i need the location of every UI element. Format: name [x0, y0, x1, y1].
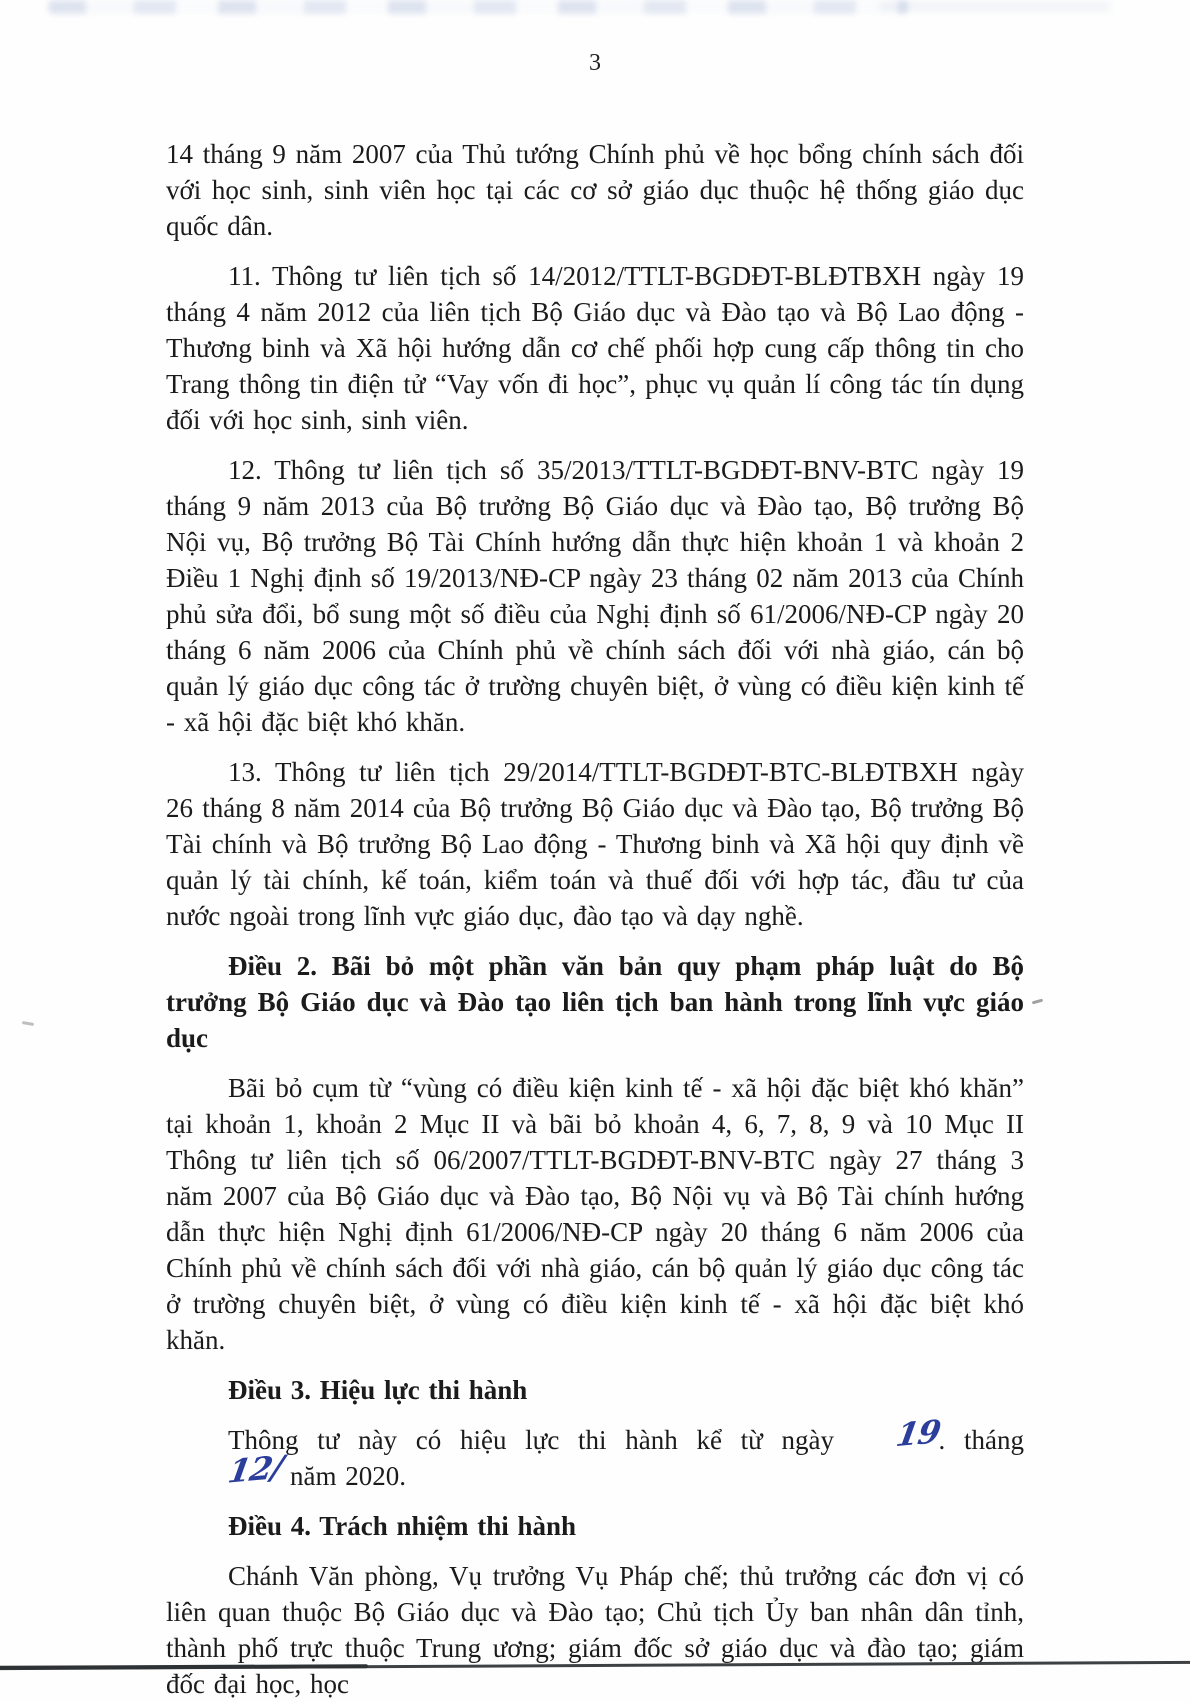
article-3-heading: Điều 3. Hiệu lực thi hành — [228, 1375, 528, 1405]
page-number: 3 — [589, 50, 601, 76]
effective-date-prefix: Thông tư này có hiệu lực thi hành kể từ ngày — [228, 1425, 834, 1455]
paragraph-article-4-body: Chánh Văn phòng, Vụ trưởng Vụ Pháp chế; thủ trưởng các đơn vị có liên quan thuộc Bộ Giáo dục và Đào tạo; Chủ tịch Ủy ban nhân dân tỉnh, thành phố trực thuộc Trung ương; giám đốc sở giáo dục và đào tạo; giám đốc đại học, học — [166, 1561, 1024, 1699]
paragraph-effective-date — [166, 1412, 1024, 1494]
paragraph-item-11: 11. Thông tư liên tịch số 14/2012/TTLT-BGDĐT-BLĐTBXH ngày 19 tháng 4 năm 2012 của liên tịch Bộ Giáo dục và Đào tạo và Bộ Lao động - Thương binh và Xã hội hướng dẫn cơ chế phối hợp cung cấp thông tin cho Trang thông tin điện tử “Vay vốn đi học”, phục vụ quản lí công tác tín dụng đối với học sinh, sinh viên. — [166, 261, 1024, 435]
right-margin-mark — [1032, 999, 1043, 1005]
left-margin-mark — [22, 1021, 34, 1026]
paragraph-article-2-body: Bãi bỏ cụm từ “vùng có điều kiện kinh tế - xã hội đặc biệt khó khăn” tại khoản 1, khoản 2 Mục II và bãi bỏ khoản 4, 6, 7, 8, 9 và 10 Mục II Thông tư liên tịch số 06/2007/TTLT-BGDĐT-BNV-BTC ngày 27 tháng 3 năm 2007 của Bộ Giáo dục và Đào tạo, Bộ Nội vụ và Bộ Tài chính hướng dẫn thực hiện Nghị định 61/2006/NĐ-CP ngày 20 tháng 6 năm 2006 của Chính phủ về chính sách đối với nhà giáo, cán bộ quản lý giáo dục công tác ở trường chuyên biệt, ở vùng có điều kiện kinh tế - xã hội đặc biệt khó khăn. — [166, 1073, 1024, 1355]
handwritten-month: 12/ — [225, 1448, 286, 1491]
effective-date-mid: . tháng — [938, 1425, 1024, 1455]
article-2-heading: Điều 2. Bãi bỏ một phần văn bản quy phạm pháp luật do Bộ trưởng Bộ Giáo dục và Đào tạo liên tịch ban hành trong lĩnh vực giáo dục — [166, 951, 1024, 1053]
effective-date-suffix: năm 2020. — [281, 1461, 406, 1491]
scan-noise-band-right — [880, 2, 1110, 11]
scan-noise-band — [48, 0, 908, 14]
paragraph-item-13: 13. Thông tư liên tịch 29/2014/TTLT-BGDĐT-BTC-BLĐTBXH ngày 26 tháng 8 năm 2014 của Bộ trưởng Bộ Giáo dục và Đào tạo, Bộ trưởng Bộ Tài chính và Bộ trưởng Bộ Lao động - Thương binh và Xã hội quy định về quản lý tài chính, kế toán, kiểm toán và thuế đối với hợp tác, đầu tư của nước ngoài trong lĩnh vực giáo dục, đào tạo và dạy nghề. — [166, 757, 1024, 931]
article-4-heading: Điều 4. Trách nhiệm thi hành — [228, 1511, 577, 1541]
paragraph-continuation: 14 tháng 9 năm 2007 của Thủ tướng Chính phủ về học bổng chính sách đối với học sinh, sinh viên học tại các cơ sở giáo dục thuộc hệ thống giáo dục quốc dân. — [166, 139, 1024, 241]
document-body — [166, 136, 1024, 1702]
paragraph-item-12: 12. Thông tư liên tịch số 35/2013/TTLT-BGDĐT-BNV-BTC ngày 19 tháng 9 năm 2013 của Bộ trưởng Bộ Giáo dục và Đào tạo, Bộ trưởng Bộ Nội vụ, Bộ trưởng Bộ Tài Chính hướng dẫn thực hiện khoản 1 và khoản 2 Điều 1 Nghị định số 19/2013/NĐ-CP ngày 23 tháng 02 năm 2013 của Chính phủ sửa đổi, bổ sung một số điều của Nghị định số 61/2006/NĐ-CP ngày 20 tháng 6 năm 2006 của Chính phủ về chính sách đối với nhà giáo, cán bộ quản lý giáo dục công tác ở trường chuyên biệt, ở vùng có điều kiện kinh tế - xã hội đặc biệt khó khăn. — [166, 455, 1024, 737]
handwritten-day: 19 — [893, 1412, 943, 1455]
